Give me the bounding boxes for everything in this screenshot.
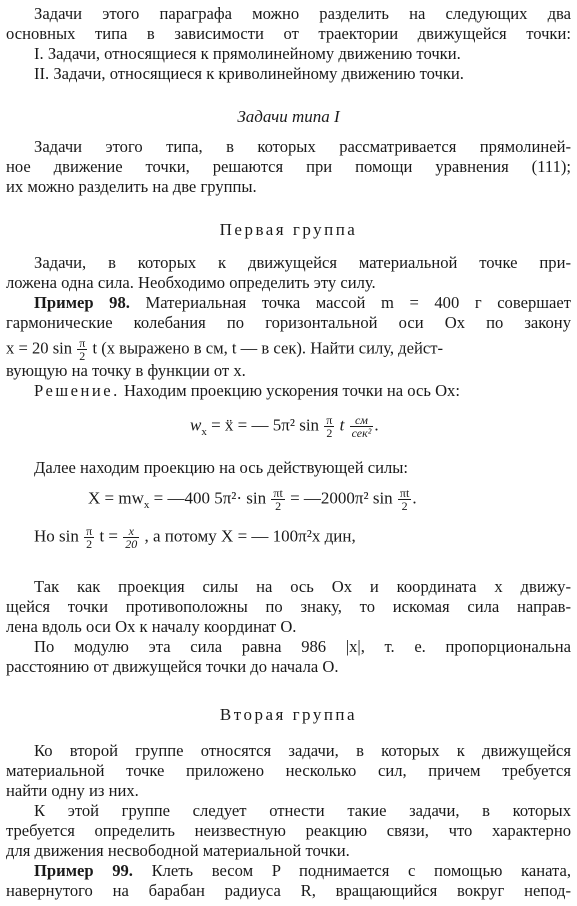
fraction-denominator: 2 (401, 499, 408, 513)
fraction-denominator: сек² (351, 426, 372, 440)
solution-text: Находим проекцию ускорения точки на ось Ox: (123, 381, 460, 400)
example98-line-2: гармонические колебания по горизонтальной оси Ox по закону (6, 313, 571, 332)
eq2-a-sub: x (143, 498, 150, 511)
fraction-denominator: 2 (79, 349, 86, 363)
fraction-numerator: π (86, 524, 93, 538)
eq2-fraction-1 (271, 487, 284, 512)
intro-line-1: Задачи этого параграфа можно разделить на следующих два (34, 4, 571, 23)
type1-heading: Задачи типа I (237, 107, 340, 126)
example98-line-3 (6, 337, 571, 362)
fraction-numerator: πt (273, 486, 283, 500)
eq3-fraction-1 (84, 525, 94, 550)
group2-heading: Вторая группа (219, 705, 358, 724)
group2-line-5: требуется определить неизвестную реакцию связи, что характерно (6, 821, 571, 840)
group2-line-6: для движения несвободной материальной точки. (6, 841, 350, 860)
group2-line-3: найти одну из них. (6, 781, 139, 800)
eq1-mid: = ẍ = — 5π² sin (206, 415, 320, 435)
group1-heading: Первая группа (219, 220, 358, 239)
example99-line-2: навернутого на барабан радиуса R, вращающийся вокруг непод- (6, 881, 571, 900)
group2-line-4: К этой группе следует отнести такие задачи, в которых (34, 801, 571, 820)
conclusion-line-3: лена вдоль оси Ox к началу координат O. (6, 617, 297, 636)
group1-line-1: Задачи, в которых к движущейся материальной точке при- (34, 253, 571, 272)
type1-line-1: Задачи этого типа, в которых рассматривается прямолиней- (34, 137, 571, 156)
eq2-c: = —2000π² sin (290, 488, 393, 508)
intro-line-3: I. Задачи, относящиеся к прямолинейному движению точки. (34, 44, 461, 63)
equation-substitution (34, 525, 356, 550)
fraction-denominator: 2 (275, 499, 282, 513)
solution-line (34, 381, 571, 401)
eq3-fraction-2 (123, 525, 139, 550)
eq1-w: w (190, 415, 202, 435)
eq1-fraction-units (350, 414, 374, 439)
conclusion-line-5: расстоянию от движущейся точки до начала O. (6, 657, 339, 676)
eq2-a: X = mw (88, 488, 144, 508)
eq1-end: . (374, 415, 379, 435)
fraction-numerator: π (79, 336, 86, 350)
text-after-eq1: Далее находим проекцию на ось действующей силы: (34, 458, 409, 477)
example98-line-1 (34, 293, 571, 313)
eq1-w-sub: x (201, 425, 207, 438)
conclusion-line-2: щейся точки противоположны по знаку, то искомая сила направ- (6, 597, 571, 616)
eq3-b: t = (99, 526, 118, 546)
intro-line-4: II. Задачи, относящиеся к криволинейному движению точки. (34, 64, 464, 83)
example98-line-1-text: Материальная точка массой m = 400 г совершает (145, 293, 572, 312)
fraction-denominator: 20 (125, 537, 138, 551)
fraction-denominator: 2 (86, 537, 93, 551)
type1-line-3: их можно разделить на две группы. (6, 177, 257, 196)
fraction-numerator: см (350, 414, 374, 427)
example98-line-3-a: x = 20 sin (6, 338, 73, 358)
intro-line-2: основных типа в зависимости от траектории движущейся точки: (6, 24, 571, 43)
eq2-fraction-2 (398, 487, 411, 512)
eq1-t: t (339, 415, 345, 435)
eq3-a: Но sin (34, 526, 79, 546)
example99-line-1 (34, 861, 571, 881)
fraction-denominator: 2 (326, 426, 333, 440)
eq2-b: = —400 5π²· sin (149, 488, 267, 508)
example99-line-1-text: Клеть весом P поднимается с помощью каната, (151, 861, 571, 880)
eq3-c: , а потому X = — 100π²x дин, (144, 526, 356, 546)
example98-label: Пример 98. (34, 293, 130, 312)
group1-line-2: ложена одна сила. Необходимо определить эту силу. (6, 273, 376, 292)
fraction-numerator: x (123, 525, 139, 538)
equation-acceleration (190, 414, 379, 439)
example98-line-3-b: t (x выражено в см, t — в сек). Найти силу, дейст- (92, 338, 443, 358)
fraction-numerator: πt (399, 486, 410, 500)
type1-line-2: ное движение точки, решаются при помощи уравнения (111); (6, 157, 571, 176)
solution-label: Решение. (34, 381, 120, 400)
fraction-numerator: π (326, 413, 333, 427)
conclusion-line-1: Так как проекция силы на ось Ox и координата x движу- (34, 577, 571, 596)
example98-fraction (77, 337, 87, 362)
group2-line-2: материальной точке приложено несколько сил, причем требуется (6, 761, 571, 780)
equation-force (88, 487, 417, 512)
eq1-fraction-1 (324, 414, 334, 439)
conclusion-line-4: По модулю эта сила равна 986 |x|, т. е. пропорциональна (34, 637, 571, 656)
example99-label: Пример 99. (34, 861, 133, 880)
example98-line-4: вующую на точку в функции от x. (6, 361, 246, 380)
eq2-end: . (412, 488, 417, 508)
group2-line-1: Ко второй группе относятся задачи, в которых к движущейся (34, 741, 571, 760)
